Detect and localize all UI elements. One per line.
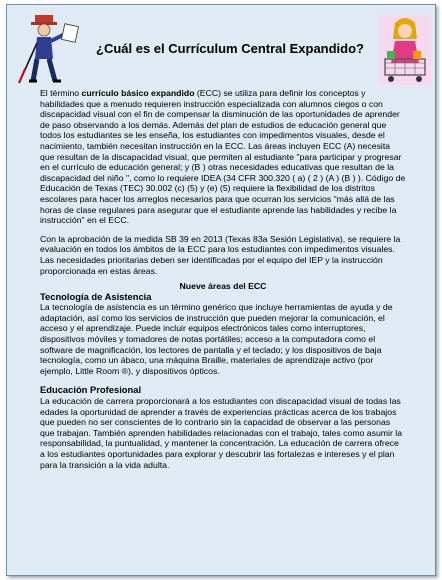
document-page (6, 4, 436, 576)
section-heading-career-education: Educación Profesional (40, 384, 142, 396)
intro-text-start: El término (40, 88, 82, 98)
shopping-child-icon (377, 13, 433, 87)
intro-paragraph (40, 88, 406, 226)
section-text-assistive-tech: La tecnología de asistencia es un término genérico que incluye herramientas de ayuda y de adaptación, así como los servicios de instrucción que pueden mejorar la comunicación, el acceso y el aprendizaje. Puede incluir equipos electrónicos tales como interruptores, dispositivos móviles y tomadores de notas portátiles; acceso a la computadora como el software de magnificación, los lectores de pantalla y el teclado; y los dispositivos de baja tecnología, como un ábaco, una máquina Braille, materiales de aprendizaje activo (por ejemplo, Little Room ®), y dispositivos ópticos. (40, 302, 393, 376)
section-heading-assistive-tech: Tecnología de Asistencia (40, 290, 152, 302)
intro-bold-term: currículo básico expandido (81, 88, 195, 98)
legislation-paragraph: Con la aprobación de la medida SB 39 en 2013 (Texas 83a Sesión Legislativa), se requiere la evaluación en todos los ámbitos de la ECC para los estudiantes con impedimentos visuales. Las necesidades prioritarias deben ser identificadas por el equipo del IEP y la instrucción proporcionada en estas áreas. (40, 233, 401, 276)
document-body (40, 88, 406, 470)
section-text-career-education: La educación de carrera proporcionará a los estudiantes con discapacidad visual de todas las edades la oportunidad de aprender a través de experiencias prácticas acerca de los trabajos que pueden no ser conscientes de lo contrario sin la capacidad de observar a las personas que trabajan. También aprenden habilidades relacionadas con el trabajo, tales como asumir la responsabilidad, la puntualidad, y mantener la concentración. La educación de carrera ofrece a los estudiantes oportunidades para explorar y descubrir las fortalezas e intereses y el plan para la transición a la vida adulta. (40, 396, 403, 470)
intro-text-rest: (ECC) se utiliza para definir los conceptos y habilidades que a menudo requieren instrucción especializada con alumnos ciegos o con discapacidad visual con el fin de compensar la disminución de las oportunidades de aprender de paso observando a los demás. Además del plan de estudios de educación general que todos los estudiantes se les enseña, los estudiantes con impedimentos visuales, desde el nacimiento, también necesitan instrucción en la ECC. Las áreas incluyen ECC (A) necesita que resultan de la discapacidad visual, que permiten al estudiante "para participar y progresar en el currículo de educación general; y (B ) otras necesidades educativas que resultan de la discapacidad del niño ", como lo requiere IDEA (34 CFR 300.320 ( a) ( 2 ) (A ) (B ) ). Código de Educación de Texas (TEC) 30.002 (c) (5) y (e) (5) requiere la flexibilidad de los distritos escolares para hacer los arreglos necesarios para que ocurran los servicios "más allá de las horas de clase regulares para asegurar que el estudiante aprende las habilidades y recibe la instrucción" en el ECC. (40, 88, 406, 226)
person-with-cane-icon (13, 13, 83, 85)
page-title: ¿Cuál es el Currículum Central Expandido? (96, 41, 364, 56)
areas-heading: Nueve áreas del ECC (179, 281, 267, 292)
